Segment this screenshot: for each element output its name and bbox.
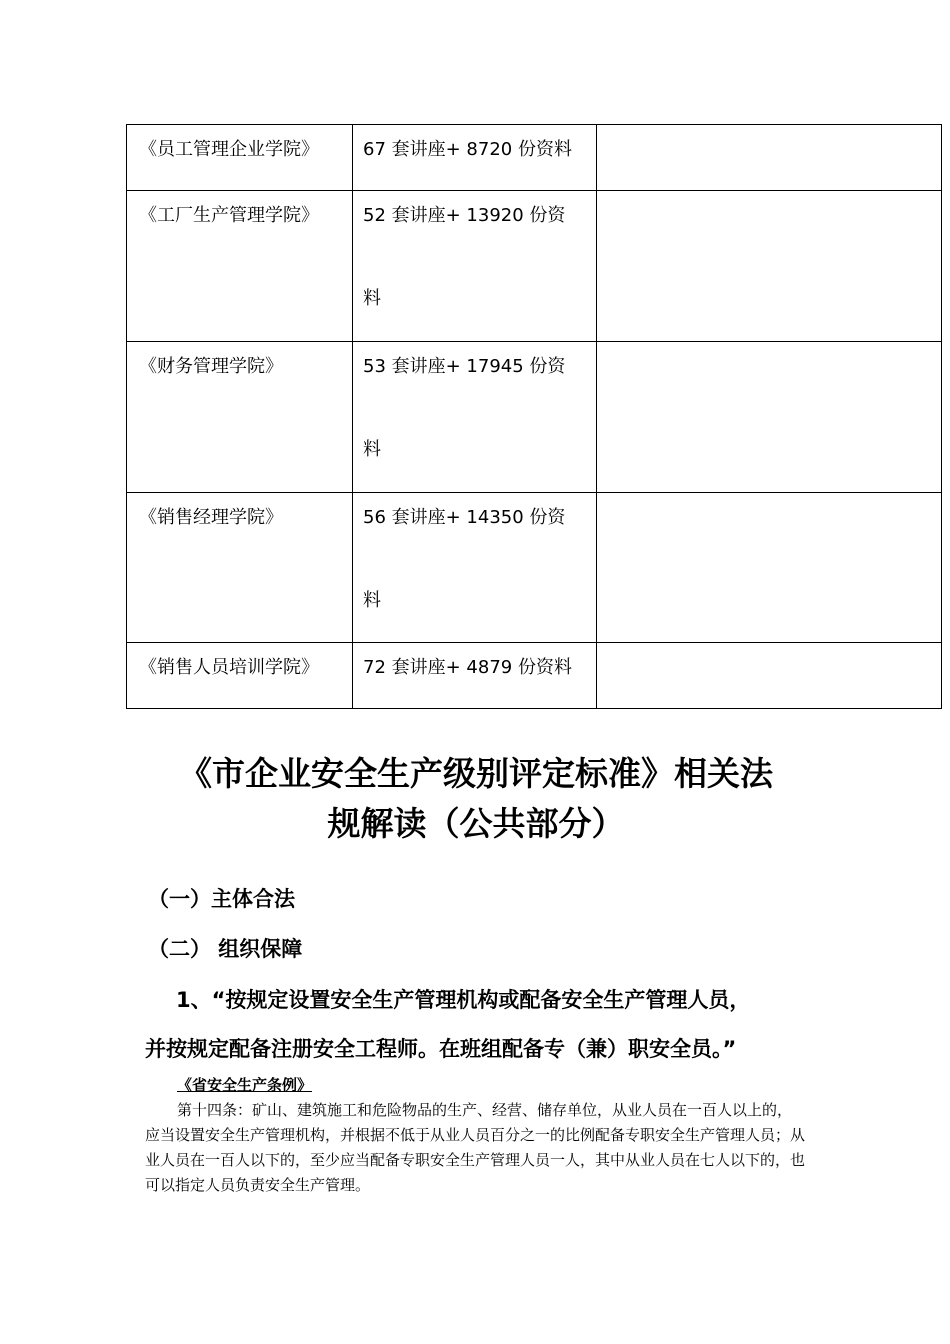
course-amount-line2: 料 <box>363 589 381 611</box>
course-amount <box>353 342 597 493</box>
course-amount-line2: 料 <box>363 438 381 460</box>
course-note <box>597 643 942 709</box>
table-row <box>127 643 942 709</box>
course-amount <box>353 493 597 643</box>
table-row <box>127 125 942 191</box>
course-amount-line1: 67 套讲座+ 8720 份资料 <box>363 139 572 160</box>
document-title-line1: 《市企业安全生产级别评定标准》相关法 <box>179 754 773 793</box>
courses-table <box>126 124 942 709</box>
item-1-line2: 并按规定配备注册安全工程师。在班组配备专（兼）职安全员。” <box>145 1037 737 1061</box>
course-amount <box>353 191 597 342</box>
course-amount <box>353 643 597 709</box>
table-row <box>127 493 942 643</box>
course-amount-line1: 53 套讲座+ 17945 份资 <box>363 356 566 377</box>
item-1-line1: 1、“按规定设置安全生产管理机构或配备安全生产管理人员， <box>176 988 751 1012</box>
course-note <box>597 125 942 191</box>
table-row <box>127 342 942 493</box>
document-title-line2: 规解读（公共部分） <box>327 804 625 843</box>
table-row <box>127 191 942 342</box>
regulation-article: 第十四条：矿山、建筑施工和危险物品的生产、经营、储存单位，从业人员在一百人以上的，应当设置安全生产管理机构，并根据不低于从业人员百分之一的比例配备专职安全生产管理人员；从业人员在一百人以下的，至少应当配备专职安全生产管理人员一人，其中从业人员在七人以下的，也可以指定人员负责安全生产管理。 <box>145 1101 806 1194</box>
course-amount-line1: 72 套讲座+ 4879 份资料 <box>363 657 572 678</box>
course-name: 《销售经理学院》 <box>127 493 353 643</box>
course-amount <box>353 125 597 191</box>
course-amount-line1: 56 套讲座+ 14350 份资 <box>363 507 566 528</box>
course-note <box>597 493 942 643</box>
course-name: 《员工管理企业学院》 <box>127 125 353 191</box>
course-amount-line2: 料 <box>363 287 381 309</box>
section-heading-2: （二） 组织保障 <box>148 937 303 961</box>
regulation-title: 《省安全生产条例》 <box>177 1076 313 1094</box>
section-heading-1: （一）主体合法 <box>148 887 295 911</box>
course-note <box>597 191 942 342</box>
course-name: 《工厂生产管理学院》 <box>127 191 353 342</box>
course-name: 《销售人员培训学院》 <box>127 643 353 709</box>
course-amount-line1: 52 套讲座+ 13920 份资 <box>363 205 566 226</box>
course-note <box>597 342 942 493</box>
course-name: 《财务管理学院》 <box>127 342 353 493</box>
